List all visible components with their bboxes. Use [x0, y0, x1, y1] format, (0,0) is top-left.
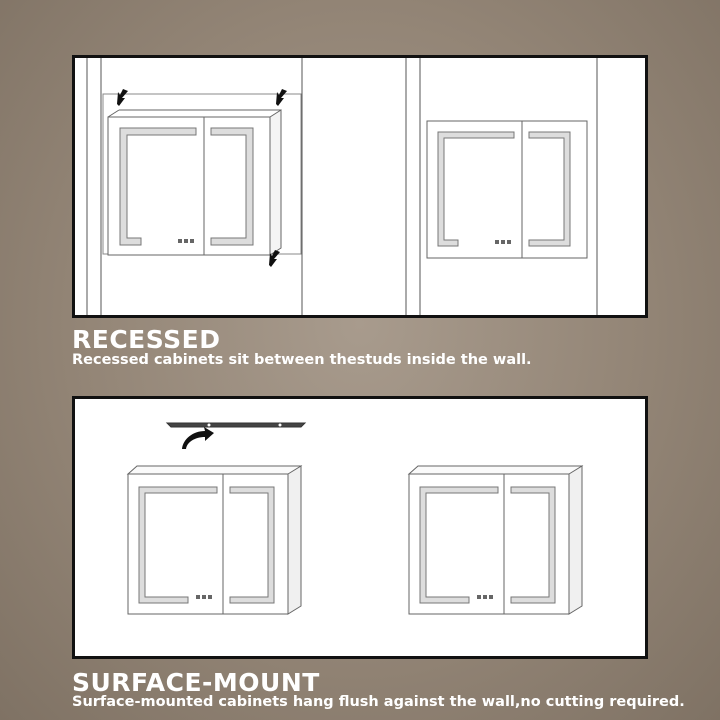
surface-diagram-panel — [72, 396, 648, 659]
mount-arrow — [182, 427, 214, 449]
surface-cabinet-installed — [409, 466, 582, 614]
recessed-diagram-panel — [72, 55, 648, 318]
recessed-cabinet-installed — [427, 121, 587, 258]
surface-illustration — [75, 399, 645, 656]
surface-mount-caption: Surface-mounted cabinets hang flush against the wall,no cutting required. — [72, 694, 685, 710]
surface-cabinet-mounting — [128, 466, 301, 614]
recessed-title: RECESSED — [72, 325, 221, 354]
recessed-illustration — [75, 58, 645, 315]
surface-mount-title: SURFACE-MOUNT — [72, 668, 320, 697]
mounting-rail — [167, 423, 305, 427]
recessed-caption: Recessed cabinets sit between thestuds inside the wall. — [72, 352, 532, 368]
recessed-cabinet-inserting — [103, 94, 301, 255]
